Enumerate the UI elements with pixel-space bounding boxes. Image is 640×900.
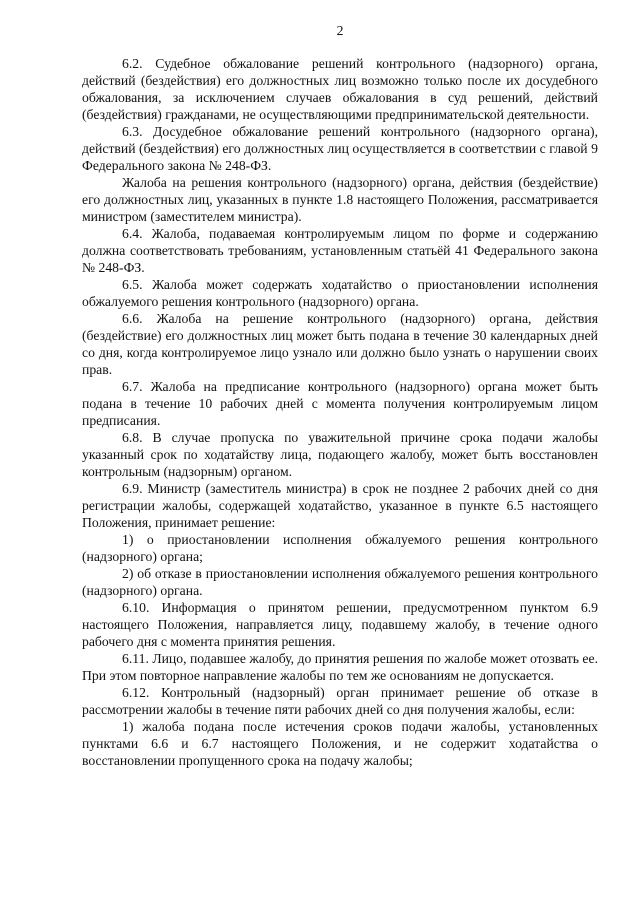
paragraph-6-7: 6.7. Жалоба на предписание контрольного (надзорного) органа может быть подана в течение 10 рабочих дней с момента получения контролируемым лицом предписания. bbox=[82, 379, 598, 428]
paragraph-6-3: 6.3. Досудебное обжалование решений контрольного (надзорного органа), действий (бездействия) его должностных лиц осуществляется в соответствии с главой 9 Федерального закона № 248-ФЗ. bbox=[82, 124, 598, 173]
list-item-6-9-1: 1) о приостановлении исполнения обжалуемого решения контрольного (надзорного) органа; bbox=[82, 532, 598, 564]
paragraph-6-8: 6.8. В случае пропуска по уважительной причине срока подачи жалобы указанный срок по ходатайству лица, подающего жалобу, может быть восстановлен контрольным (надзорным) органом. bbox=[82, 430, 598, 479]
page-number: 2 bbox=[336, 23, 344, 38]
list-item-6-12-1: 1) жалоба подана после истечения сроков подачи жалобы, установленных пунктами 6.6 и 6.7 настоящего Положения, и не содержит ходатайства о восстановлении пропущенного срока на подачу жалобы; bbox=[82, 719, 598, 768]
paragraph-6-5: 6.5. Жалоба может содержать ходатайство о приостановлении исполнения обжалуемого решения контрольного (надзорного) органа. bbox=[82, 277, 598, 309]
paragraph-6-10: 6.10. Информация о принятом решении, предусмотренном пунктом 6.9 настоящего Положения, направляется лицу, подавшему жалобу, в течение одного рабочего дня с момента принятия решения. bbox=[82, 600, 598, 649]
paragraph-6-4: 6.4. Жалоба, подаваемая контролируемым лицом по форме и содержанию должна соответствовать требованиям, установленным статьёй 41 Федерального закона № 248-ФЗ. bbox=[82, 226, 598, 275]
paragraph-6-12: 6.12. Контрольный (надзорный) орган принимает решение об отказе в рассмотрении жалобы в течение пяти рабочих дней со дня получения жалобы, если: bbox=[82, 685, 598, 717]
paragraph-6-9: 6.9. Министр (заместитель министра) в срок не позднее 2 рабочих дней со дня регистрации жалобы, содержащей ходатайство, указанное в пункте 6.5 настоящего Положения, принимает решение: bbox=[82, 481, 598, 530]
list-item-6-9-2: 2) об отказе в приостановлении исполнения обжалуемого решения контрольного (надзорного) органа. bbox=[82, 566, 598, 598]
paragraph-6-6: 6.6. Жалоба на решение контрольного (надзорного) органа, действия (бездействие) его должностных лиц может быть подана в течение 30 календарных дней со дня, когда контролируемое лицо узнало или должно было узнать о нарушении своих прав. bbox=[82, 311, 598, 377]
paragraph-6-2: 6.2. Судебное обжалование решений контрольного (надзорного) органа, действий (бездействия) его должностных лиц возможно только после их досудебного обжалования, за исключением случаев обжалования в суд решений, действий (бездействия) гражданами, не осуществляющими предпринимательской деятельности. bbox=[82, 56, 598, 122]
paragraph-6-11: 6.11. Лицо, подавшее жалобу, до принятия решения по жалобе может отозвать ее. При этом повторное направление жалобы по тем же основаниям не допускается. bbox=[82, 651, 598, 683]
paragraph-complaint-review: Жалоба на решения контрольного (надзорного) органа, действия (бездействие) его должностных лиц, указанных в пункте 1.8 настоящего Положения, рассматривается министром (заместителем министра). bbox=[82, 175, 598, 224]
